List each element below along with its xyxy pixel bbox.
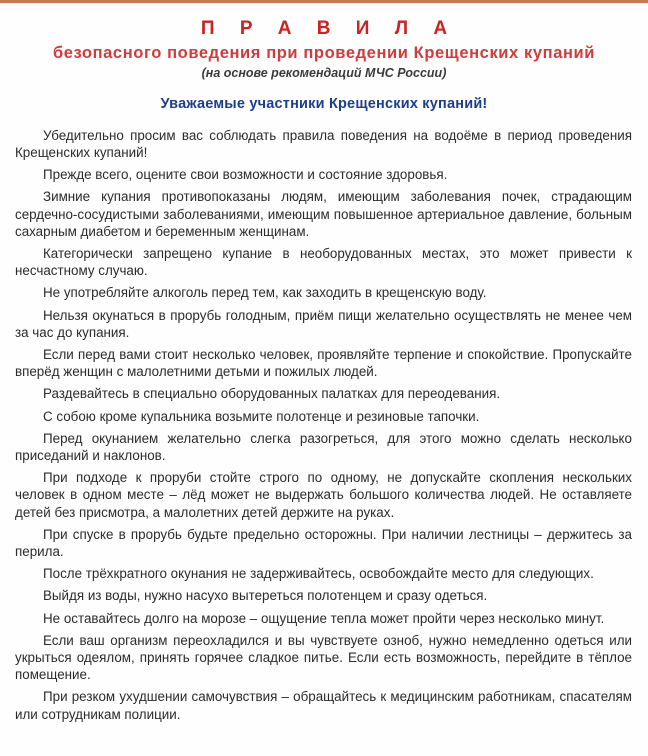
poster-subtitle: безопасного поведения при проведении Крещенских купаний (52, 43, 596, 62)
body-paragraph: Перед окунанием желательно слегка разогреться, для этого можно сделать несколько приседаний и наклонов. (15, 430, 632, 464)
body-paragraph: Не употребляйте алкоголь перед тем, как заходить в крещенскую воду. (43, 285, 487, 301)
body-paragraph: Зимние купания противопоказаны людям, имеющим заболевания почек, страдающим сердечно-сосудистыми заболеваниями, имеющим повышенное артериальное давление, больным сахарным диабетом и беременным женщинам. (15, 189, 632, 239)
body-paragraph: При подходе к проруби стойте строго по одному, не допускайте скопления нескольких человек в одном месте – лёд может не выдержать большого количества людей. Не оставляете детей без присмотра, а малолетних детей держите на руках. (15, 470, 632, 520)
body-paragraph: После трёхкратного окунания не задерживайтесь, освобождайте место для следующих. (43, 566, 594, 582)
body-paragraph: Категорически запрещено купание в необорудованных местах, это может привести к несчастному случаю. (15, 245, 632, 279)
poster-greeting: Уважаемые участники Крещенских купаний! (160, 95, 488, 112)
body-paragraph: С собою кроме купальника возьмите полотенце и резиновые тапочки. (43, 408, 480, 424)
body-paragraph: При резком ухудшении самочувствия – обращайтесь к медицинским работникам, спасателям или сотрудникам полиции. (15, 689, 632, 722)
body-paragraph: Нельзя окунаться в прорубь голодным, приём пищи желательно осуществлять не менее чем за час до купания. (15, 307, 632, 340)
body-paragraph: Прежде всего, оцените свои возможности и состояние здоровья. (43, 167, 448, 183)
body-paragraph: При спуске в прорубь будьте предельно осторожны. При наличии лестницы – держитесь за перила. (15, 526, 632, 560)
body-paragraph: Выйдя из воды, нужно насухо вытереться полотенцем и сразу одеться. (43, 588, 488, 604)
body-paragraph: Если ваш организм переохладился и вы чувствуете озноб, нужно немедленно одеться или укрыться одеялом, принять горячее сладкое питье. Если есть возможность, перейдите в тёплое помещение. (15, 632, 632, 683)
body-paragraph: Если перед вами стоит несколько человек, проявляйте терпение и спокойствие. Пропускайте вперёд женщин с малолетними детьми и пожилых людей. (15, 347, 632, 380)
body-paragraph: Убедительно просим вас соблюдать правила поведения на водоёме в период проведения Крещенских купаний! (15, 127, 632, 160)
body-paragraph: Не оставайтесь долго на морозе – ощущение тепла может пройти через несколько минут. (43, 610, 605, 626)
poster-body (0, 113, 648, 723)
poster-title: П Р А В И Л А (200, 18, 458, 39)
poster-source-note: (на основе рекомендаций МЧС России) (201, 66, 447, 81)
poster-header (0, 3, 648, 113)
body-paragraph: Раздевайтесь в специально оборудованных палатках для переодевания. (43, 386, 501, 402)
